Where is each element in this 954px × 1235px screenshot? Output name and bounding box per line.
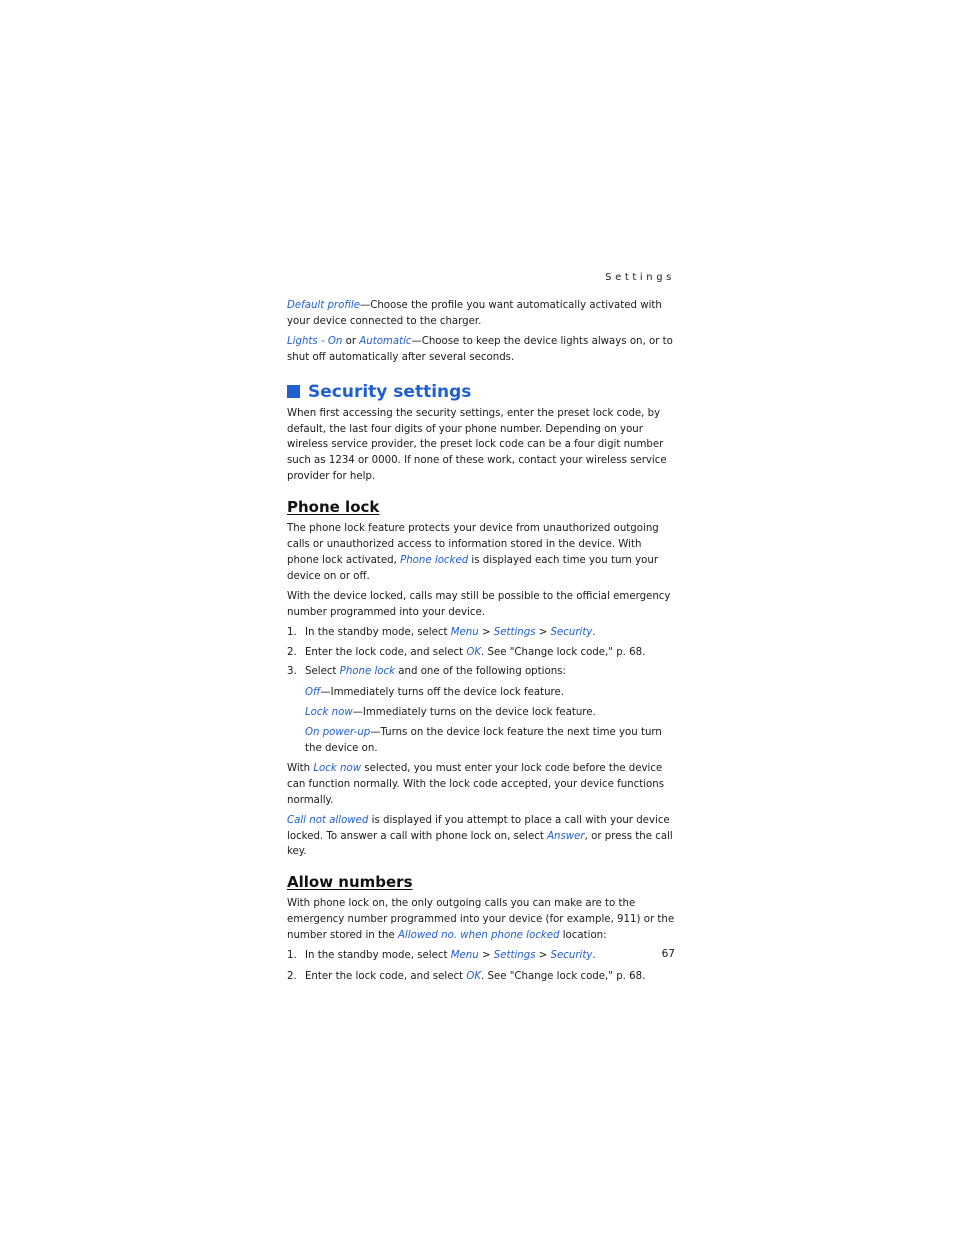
option-off: Off—Immediately turns off the device lock feature. bbox=[305, 687, 565, 699]
menu-link[interactable]: Menu bbox=[450, 626, 479, 638]
lights-paragraph: Lights - On or Automatic—Choose to keep the device lights always on, or to shut off automatically after several seconds. bbox=[287, 335, 673, 363]
settings-link[interactable]: Settings bbox=[493, 626, 536, 638]
running-header: Settings bbox=[605, 272, 675, 283]
allow-numbers-step-1: 1. In the standby mode, select Menu > Settings > Security. bbox=[287, 950, 596, 962]
allow-numbers-heading: Allow numbers bbox=[287, 873, 413, 892]
answer-link[interactable]: Answer bbox=[547, 830, 585, 842]
call-not-allowed-link[interactable]: Call not allowed bbox=[287, 814, 369, 826]
automatic-link[interactable]: Automatic bbox=[359, 335, 412, 347]
phone-lock-p1: The phone lock feature protects your device from unauthorized outgoing calls or unauthorized access to information stored in the device. With phone lock activated, Phone locked is displayed each time you turn your device on or off. bbox=[287, 523, 659, 582]
security-link[interactable]: Security bbox=[550, 626, 593, 638]
allowed-no-link[interactable]: Allowed no. when phone locked bbox=[397, 930, 560, 942]
security-settings-heading: Security settings bbox=[287, 382, 675, 402]
security-intro: When first accessing the security settings, enter the preset lock code, by default, the last four digits of your phone number. Depending on your wireless service provider, the preset lock code can be a four digit number such as 1234 or 0000. If none of these work, contact your wireless service provider for help. bbox=[287, 407, 667, 483]
menu-link[interactable]: Menu bbox=[450, 950, 479, 962]
default-profile-link[interactable]: Default profile bbox=[287, 300, 361, 311]
ok-link[interactable]: OK bbox=[466, 971, 482, 982]
phone-lock-step-1: 1. In the standby mode, select Menu > Settings > Security. bbox=[287, 626, 596, 638]
phone-lock-link[interactable]: Phone lock bbox=[339, 666, 396, 678]
lock-now-link[interactable]: Lock now bbox=[305, 707, 353, 719]
security-link[interactable]: Security bbox=[550, 950, 593, 962]
allow-numbers-p1: With phone lock on, the only outgoing calls you can make are to the emergency number programmed into your device (for example, 911) or the number stored in the Allowed no. when phone locked location: bbox=[287, 898, 675, 942]
phone-lock-step-3: 3. Select Phone lock and one of the following options: bbox=[287, 666, 566, 678]
settings-link[interactable]: Settings bbox=[493, 950, 536, 962]
phone-lock-p3: With Lock now selected, you must enter your lock code before the device can function normally. With the lock code accepted, your device functions normally. bbox=[287, 762, 665, 806]
option-lock-now: Lock now—Immediately turns on the device lock feature. bbox=[305, 707, 596, 719]
phone-lock-p4: Call not allowed is displayed if you attempt to place a call with your device locked. To answer a call with phone lock on, select Answer, or press the call key. bbox=[287, 814, 673, 858]
allow-numbers-step-2: 2. Enter the lock code, and select OK. See "Change lock code," p. 68. bbox=[287, 971, 646, 982]
phone-lock-step-2: 2. Enter the lock code, and select OK. See "Change lock code," p. 68. bbox=[287, 646, 646, 658]
lock-now-inline-link[interactable]: Lock now bbox=[313, 762, 362, 774]
phone-locked-link[interactable]: Phone locked bbox=[400, 554, 469, 566]
lights-on-link[interactable]: Lights - On bbox=[287, 335, 343, 347]
off-link[interactable]: Off bbox=[305, 687, 321, 699]
option-on-power-up: On power-up—Turns on the device lock feature the next time you turn the device on. bbox=[305, 727, 662, 755]
default-profile-paragraph: Default profile—Choose the profile you want automatically activated with your device connected to the charger. bbox=[287, 300, 662, 327]
phone-lock-heading: Phone lock bbox=[287, 498, 380, 517]
ok-link[interactable]: OK bbox=[466, 646, 482, 658]
phone-lock-p2: With the device locked, calls may still be possible to the official emergency number programmed into your device. bbox=[287, 590, 671, 618]
page-number: 67 bbox=[661, 948, 675, 960]
page-body bbox=[287, 298, 675, 985]
on-power-up-link[interactable]: On power-up bbox=[305, 727, 371, 739]
section-square-icon bbox=[287, 385, 300, 398]
